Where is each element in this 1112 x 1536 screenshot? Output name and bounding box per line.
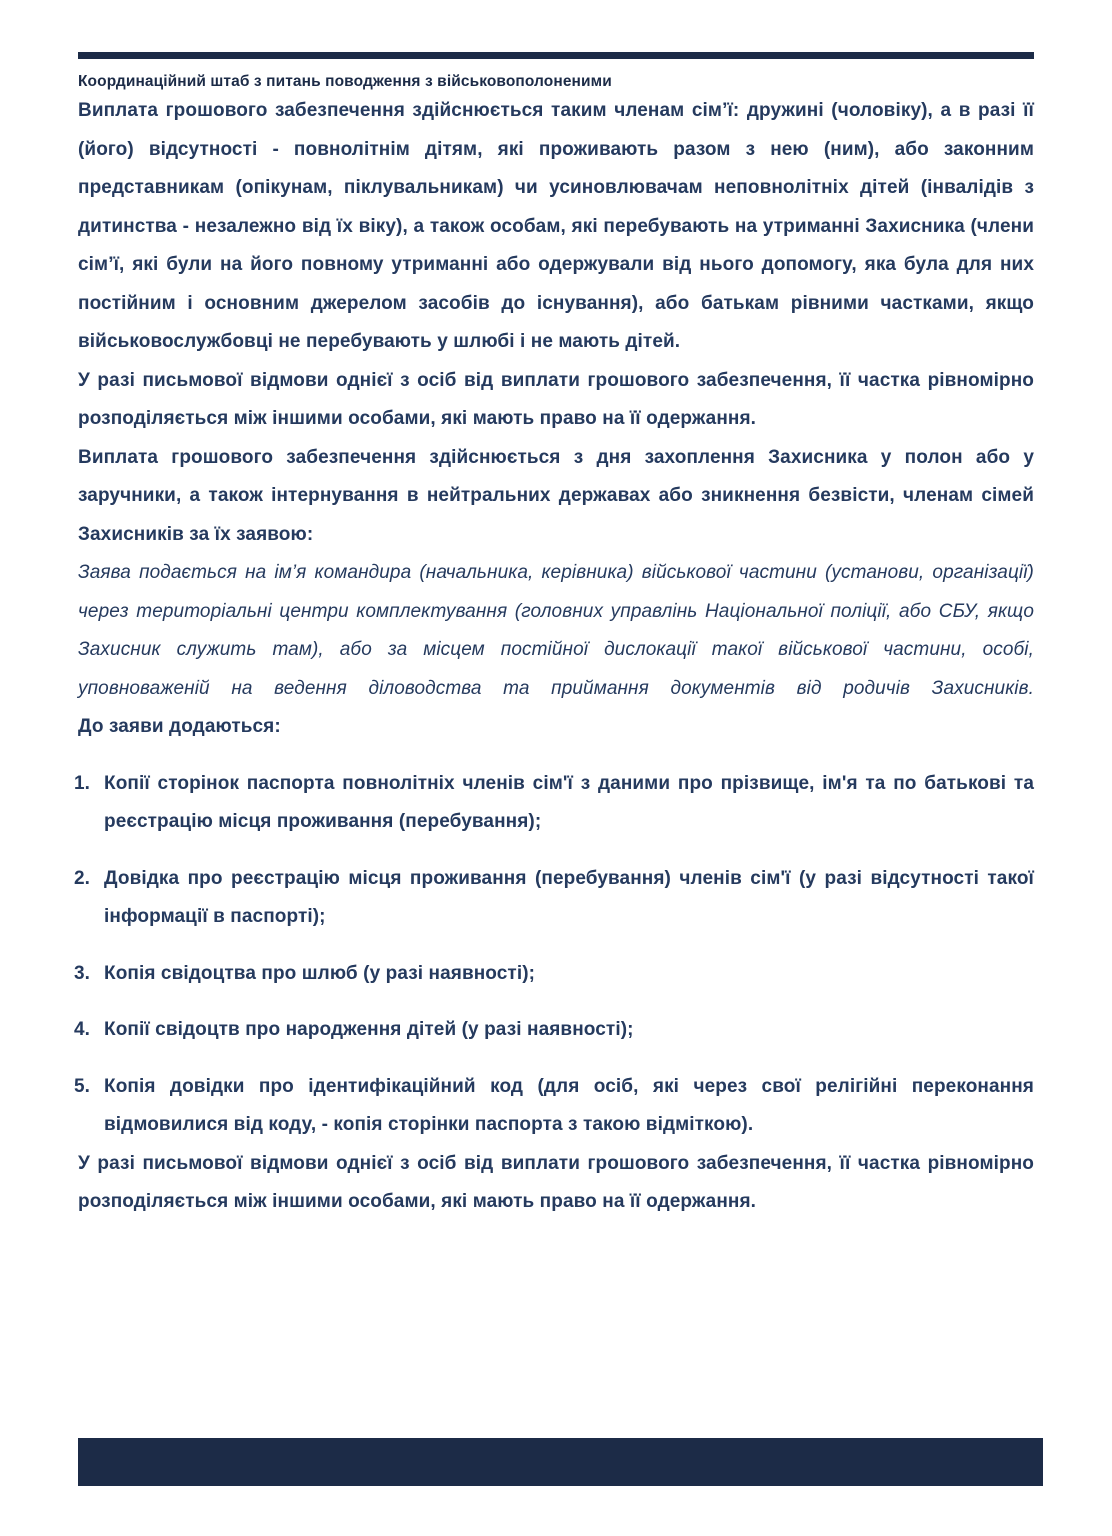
list-item-number: 5.	[74, 1075, 90, 1097]
paragraph-payment-recipients: Виплата грошового забезпечення здійснюється таким членам сім’ї: дружині (чоловіку), а в разі її (його) відсутності - повнолітнім дітям, які проживають разом з нею (ним), або законним представникам (опікунам, піклувальникам) чи усиновлювачам неповнолітніх дітей (інвалідів з дитинства - незалежно від їх віку), а також особам, які перебувають на утриманні Захисника (члени сім’ї, які були на його повному утриманні або одержували від нього допомогу, яка була для них постійним і основним джерелом засобів до існування), або батькам рівними частками, якщо військовослужбовці не перебувають у шлюбі і не мають дітей.	[78, 100, 1034, 352]
document-page	[74, 0, 1034, 1222]
top-rule	[78, 52, 1034, 59]
list-item-number: 3.	[74, 962, 90, 984]
attachments-heading: До заяви додаються:	[78, 716, 281, 737]
paragraph-payment-start: Виплата грошового забезпечення здійснюється з дня захоплення Захисника у полон або у заручники, а також інтернування в нейтральних державах або зникнення безвісти, членам сімей Захисників за їх заявою:	[78, 446, 1034, 545]
list-item-text: Копія свідоцтва про шлюб (у разі наявності);	[104, 962, 536, 984]
list-item-number: 1.	[74, 772, 90, 794]
list-item	[74, 955, 1034, 994]
list-item	[74, 1068, 1034, 1145]
paragraph-refusal-share-repeat: У разі письмової відмови однієї з осіб від виплати грошового забезпечення, її частка рівномірно розподіляється між іншими особами, які мають право на її одержання.	[78, 1152, 1034, 1212]
list-item	[74, 860, 1034, 937]
list-item-text: Довідка про реєстрацію місця проживання (перебування) членів сім'ї (у разі відсутності такої інформації в паспорті);	[104, 867, 1034, 927]
attachments-list	[74, 765, 1034, 1145]
list-item-text: Копія довідки про ідентифікаційний код (для осіб, які через свої релігійні переконання відмовилися від коду, - копія сторінки паспорта з такою відміткою).	[104, 1075, 1034, 1135]
list-item	[74, 765, 1034, 842]
list-item-text: Копії сторінок паспорта повнолітніх членів сім'ї з даними про прізвище, ім'я та по батькові та реєстрацію місця проживання (перебування);	[104, 772, 1034, 832]
list-item-number: 2.	[74, 867, 90, 889]
org-header-title: Координаційний штаб з питань поводження з військовополоненими	[78, 73, 612, 90]
paragraph-application-submission: Заява подається на ім’я командира (начальника, керівника) військової частини (установи, організації) через територіальні центри комплектування (головних управлінь Національної поліції, або СБУ, якщо Захисник служить там), або за місцем постійної дислокації такої військової частини, особі, уповноваженій на ведення діловодства та приймання документів від родичів Захисників.	[78, 562, 1034, 699]
footer-bar	[78, 1438, 1043, 1486]
list-item-text: Копії свідоцтв про народження дітей (у разі наявності);	[104, 1019, 634, 1040]
paragraph-refusal-share: У разі письмової відмови однієї з осіб від виплати грошового забезпечення, її частка рівномірно розподіляється між іншими особами, які мають право на її одержання.	[78, 369, 1034, 429]
list-item	[74, 1011, 1034, 1050]
list-item-number: 4.	[74, 1019, 90, 1040]
